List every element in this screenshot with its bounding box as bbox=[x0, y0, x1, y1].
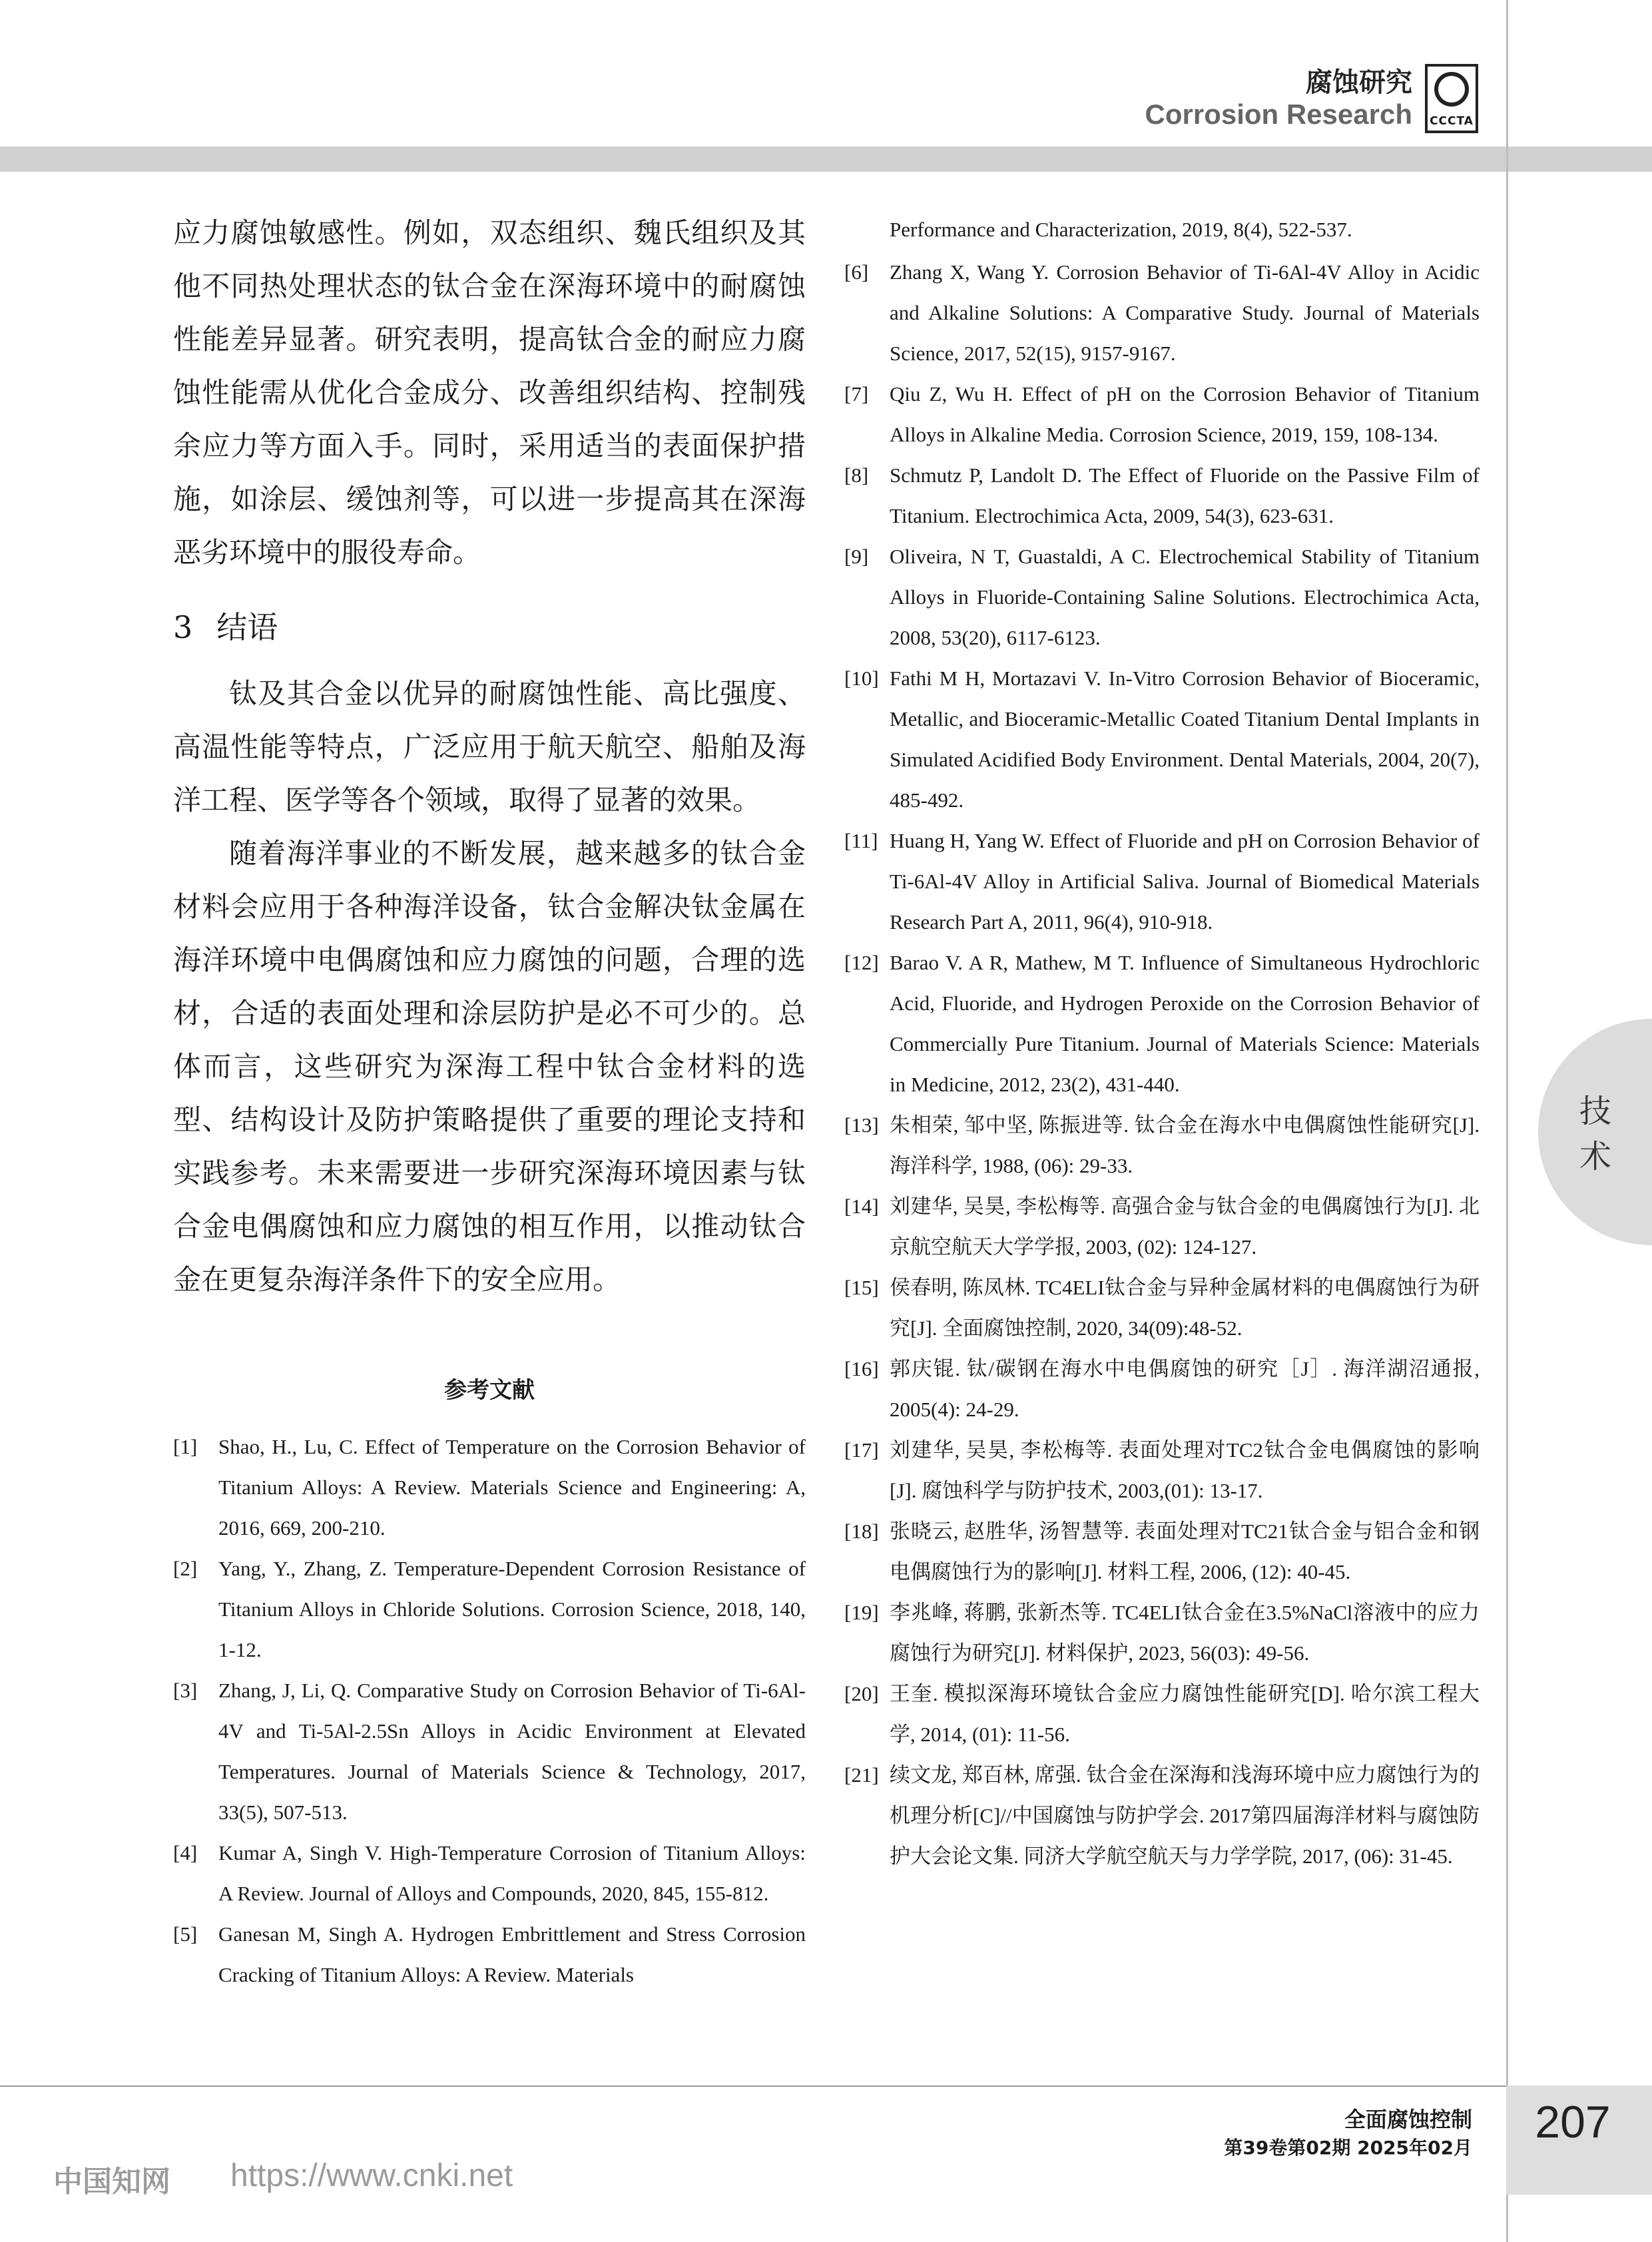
section-heading bbox=[173, 603, 278, 647]
reference-text: Shao, H., Lu, C. Effect of Temperature on the Corrosion Behavior of Titanium Alloys: A Review. Materials Science and Engineering: A, 2016, 669, 200-210. bbox=[218, 1435, 806, 1540]
reference-text: Kumar A, Singh V. High-Temperature Corrosion of Titanium Alloys: A Review. Journal of Alloys and Compounds, 2020, 845, 155-812. bbox=[218, 1841, 806, 1905]
section-title: 结语 bbox=[216, 609, 278, 645]
reference-item bbox=[173, 1548, 806, 1670]
reference-number: [4] bbox=[173, 1841, 198, 1864]
reference-number: [7] bbox=[844, 382, 869, 406]
reference-item bbox=[844, 820, 1480, 942]
footer-journal-name: 全面腐蚀控制 bbox=[1344, 2107, 1472, 2132]
reference-item bbox=[844, 1186, 1480, 1267]
reference-text: 刘建华, 吴昊, 李松梅等. 表面处理对TC2钛合金电偶腐蚀的影响[J]. 腐蚀科学与防护技术, 2003,(01): 13-17. bbox=[890, 1438, 1480, 1502]
footer-rule bbox=[0, 2086, 1506, 2087]
reference-number: [6] bbox=[844, 260, 869, 284]
reference-item bbox=[844, 1592, 1480, 1673]
reference-item bbox=[173, 1832, 806, 1914]
reference-text: 续文龙, 郑百林, 席强. 钛合金在深海和浅海环境中应力腐蚀行为的机理分析[C]//中国腐蚀与防护学会. 2017第四届海洋材料与腐蚀防护大会论文集. 同济大学航空航天与力学学院, 2017, (06): 31-45. bbox=[890, 1763, 1480, 1868]
reference-number: [11] bbox=[844, 829, 878, 852]
margin-rule bbox=[1506, 0, 1508, 2242]
reference-text: Barao V. A R, Mathew, M T. Influence of Simultaneous Hydrochloric Acid, Fluoride, and Hydrogen Peroxide on the Corrosion Behavior of Commercially Pure Titanium. Journal of Materials Science: Materials in Medicine, 2012, 23(2), 431-440. bbox=[890, 951, 1480, 1096]
reference-number: [3] bbox=[173, 1679, 198, 1702]
body-paragraph-1: 应力腐蚀敏感性。例如，双态组织、魏氏组织及其他不同热处理状态的钛合金在深海环境中的耐腐蚀性能差异显著。研究表明，提高钛合金的耐应力腐蚀性能需从优化合金成分、改善组织结构、控制残余应力等方面入手。同时，采用适当的表面保护措施，如涂层、缓蚀剂等，可以进一步提高其在深海恶劣环境中的服役寿命。 bbox=[173, 216, 806, 569]
reference-text: Huang H, Yang W. Effect of Fluoride and pH on Corrosion Behavior of Ti-6Al-4V Alloy in Artificial Saliva. Journal of Biomedical Materials Research Part A, 2011, 96(4), 910-918. bbox=[890, 829, 1480, 934]
body-paragraph-3: 随着海洋事业的不断发展，越来越多的钛合金材料会应用于各种海洋设备，钛合金解决钛金属在海洋环境中电偶腐蚀和应力腐蚀的问题，合理的选材，合适的表面处理和涂层防护是必不可少的。总体而言，这些研究为深海工程中钛合金材料的选型、结构设计及防护策略提供了重要的理论支持和实践参考。未来需要进一步研究深海环境因素与钛合金电偶腐蚀和应力腐蚀的相互作用，以推动钛合金在更复杂海洋条件下的安全应用。 bbox=[173, 837, 806, 1296]
reference-number: [12] bbox=[844, 951, 879, 974]
reference-text: Schmutz P, Landolt D. The Effect of Fluoride on the Passive Film of Titanium. Electrochimica Acta, 2009, 54(3), 623-631. bbox=[890, 463, 1480, 527]
reference-text: Zhang, J, Li, Q. Comparative Study on Corrosion Behavior of Ti-6Al-4V and Ti-5Al-2.5Sn Alloys in Acidic Environment at Elevated Temperatures. Journal of Materials Science & Technology, 2017, 33(5), 507-513. bbox=[218, 1679, 806, 1824]
reference-text: 王奎. 模拟深海环境钛合金应力腐蚀性能研究[D]. 哈尔滨工程大学, 2014, (01): 11-56. bbox=[890, 1682, 1480, 1746]
reference-item bbox=[844, 252, 1480, 374]
body-paragraph-2: 钛及其合金以优异的耐腐蚀性能、高比强度、高温性能等特点，广泛应用于航天航空、船舶及海洋工程、医学等各个领域，取得了显著的效果。 bbox=[173, 677, 806, 816]
reference-text: Ganesan M, Singh A. Hydrogen Embrittlement and Stress Corrosion Cracking of Titanium Alloys: A Review. Materials bbox=[218, 1922, 806, 1986]
logo-text: CCCTA bbox=[1430, 115, 1474, 128]
reference-text: 张晓云, 赵胜华, 汤智慧等. 表面处理对TC21钛合金与铝合金和钢电偶腐蚀行为的影响[J]. 材料工程, 2006, (12): 40-45. bbox=[890, 1520, 1480, 1583]
reference-item bbox=[844, 374, 1480, 455]
reference-number: [10] bbox=[844, 667, 879, 690]
reference-item bbox=[173, 1670, 806, 1832]
reference-item bbox=[844, 455, 1480, 536]
references-heading: 参考文献 bbox=[444, 1377, 535, 1404]
reference-number: [1] bbox=[173, 1435, 198, 1458]
reference-text: 郭庆锟. 钛/碳钢在海水中电偶腐蚀的研究［J］. 海洋湖沼通报, 2005(4): 24-29. bbox=[890, 1357, 1480, 1421]
reference-text: Qiu Z, Wu H. Effect of pH on the Corrosion Behavior of Titanium Alloys in Alkaline Media. Corrosion Science, 2019, 159, 108-134. bbox=[890, 382, 1480, 446]
reference-number: [17] bbox=[844, 1438, 879, 1462]
side-tab-char-2: 术 bbox=[1579, 1138, 1612, 1175]
reference-number: [13] bbox=[844, 1113, 879, 1137]
reference-item bbox=[844, 536, 1480, 658]
section-title-en: Corrosion Research bbox=[1145, 99, 1412, 130]
reference-item bbox=[844, 1105, 1480, 1186]
side-tab-char-1: 技 bbox=[1579, 1093, 1612, 1130]
reference-item bbox=[844, 1755, 1480, 1876]
reference-item bbox=[173, 1914, 806, 1995]
footer-issue: 第39卷第02期 2025年02月 bbox=[1224, 2137, 1472, 2159]
reference-list-right bbox=[844, 252, 1480, 1876]
reference-text: 侯春明, 陈凤林. TC4ELI钛合金与异种金属材料的电偶腐蚀行为研究[J]. 全面腐蚀控制, 2020, 34(09):48-52. bbox=[890, 1276, 1480, 1340]
reference-item bbox=[844, 658, 1480, 820]
reference-item bbox=[844, 1511, 1480, 1592]
reference-number: [5] bbox=[173, 1922, 198, 1946]
reference-text: Zhang X, Wang Y. Corrosion Behavior of Ti-6Al-4V Alloy in Acidic and Alkaline Solutions: A Comparative Study. Journal of Materials Science, 2017, 52(15), 9157-9167. bbox=[890, 260, 1480, 365]
reference-number: [19] bbox=[844, 1601, 879, 1624]
reference-number: [8] bbox=[844, 463, 869, 487]
reference-item bbox=[844, 1430, 1480, 1511]
association-logo bbox=[1425, 64, 1478, 133]
reference-number: [16] bbox=[844, 1357, 879, 1380]
reference-item bbox=[844, 1348, 1480, 1430]
reference-text: Oliveira, N T, Guastaldi, A C. Electrochemical Stability of Titanium Alloys in Fluoride-Containing Saline Solutions. Electrochimica Acta, 2008, 53(20), 6117-6123. bbox=[890, 545, 1480, 649]
side-category-tab bbox=[1538, 1019, 1652, 1245]
reference-number: [21] bbox=[844, 1763, 879, 1787]
reference-item bbox=[844, 1267, 1480, 1348]
reference-text: 朱相荣, 邹中坚, 陈振进等. 钛合金在海水中电偶腐蚀性能研究[J]. 海洋科学, 1988, (06): 29-33. bbox=[890, 1113, 1480, 1177]
reference-item bbox=[844, 942, 1480, 1105]
page-number: 207 bbox=[1535, 2097, 1611, 2147]
reference-number: [2] bbox=[173, 1557, 198, 1580]
reference-list-left bbox=[173, 1426, 806, 1995]
reference-item bbox=[844, 1673, 1480, 1755]
reference-number: [18] bbox=[844, 1520, 879, 1543]
header-band bbox=[0, 146, 1652, 172]
reference-number: [15] bbox=[844, 1276, 879, 1299]
reference-continuation: Performance and Characterization, 2019, 8(4), 522-537. bbox=[890, 218, 1352, 241]
reference-text: 刘建华, 吴昊, 李松梅等. 高强合金与钛合金的电偶腐蚀行为[J]. 北京航空航天大学学报, 2003, (02): 124-127. bbox=[890, 1195, 1480, 1259]
reference-text: Fathi M H, Mortazavi V. In-Vitro Corrosion Behavior of Bioceramic, Metallic, and Bioceramic-Metallic Coated Titanium Dental Implants in Simulated Acidified Body Environment. Dental Materials, 2004, 20(7), 485-492. bbox=[890, 667, 1480, 812]
section-number: 3 bbox=[173, 609, 193, 645]
reference-number: [9] bbox=[844, 545, 869, 568]
section-title-cn: 腐蚀研究 bbox=[1306, 67, 1412, 98]
watermark-url: https://www.cnki.net bbox=[230, 2158, 513, 2193]
reference-text: Yang, Y., Zhang, Z. Temperature-Dependent Corrosion Resistance of Titanium Alloys in Chloride Solutions. Corrosion Science, 2018, 140, 1-12. bbox=[218, 1557, 806, 1661]
reference-text: 李兆峰, 蒋鹏, 张新杰等. TC4ELI钛合金在3.5%NaCl溶液中的应力腐蚀行为研究[J]. 材料保护, 2023, 56(03): 49-56. bbox=[890, 1601, 1480, 1665]
reference-number: [20] bbox=[844, 1682, 879, 1705]
logo-ring-icon bbox=[1434, 72, 1469, 107]
watermark-name: 中国知网 bbox=[53, 2165, 170, 2199]
reference-item bbox=[173, 1426, 806, 1548]
reference-number: [14] bbox=[844, 1195, 879, 1218]
